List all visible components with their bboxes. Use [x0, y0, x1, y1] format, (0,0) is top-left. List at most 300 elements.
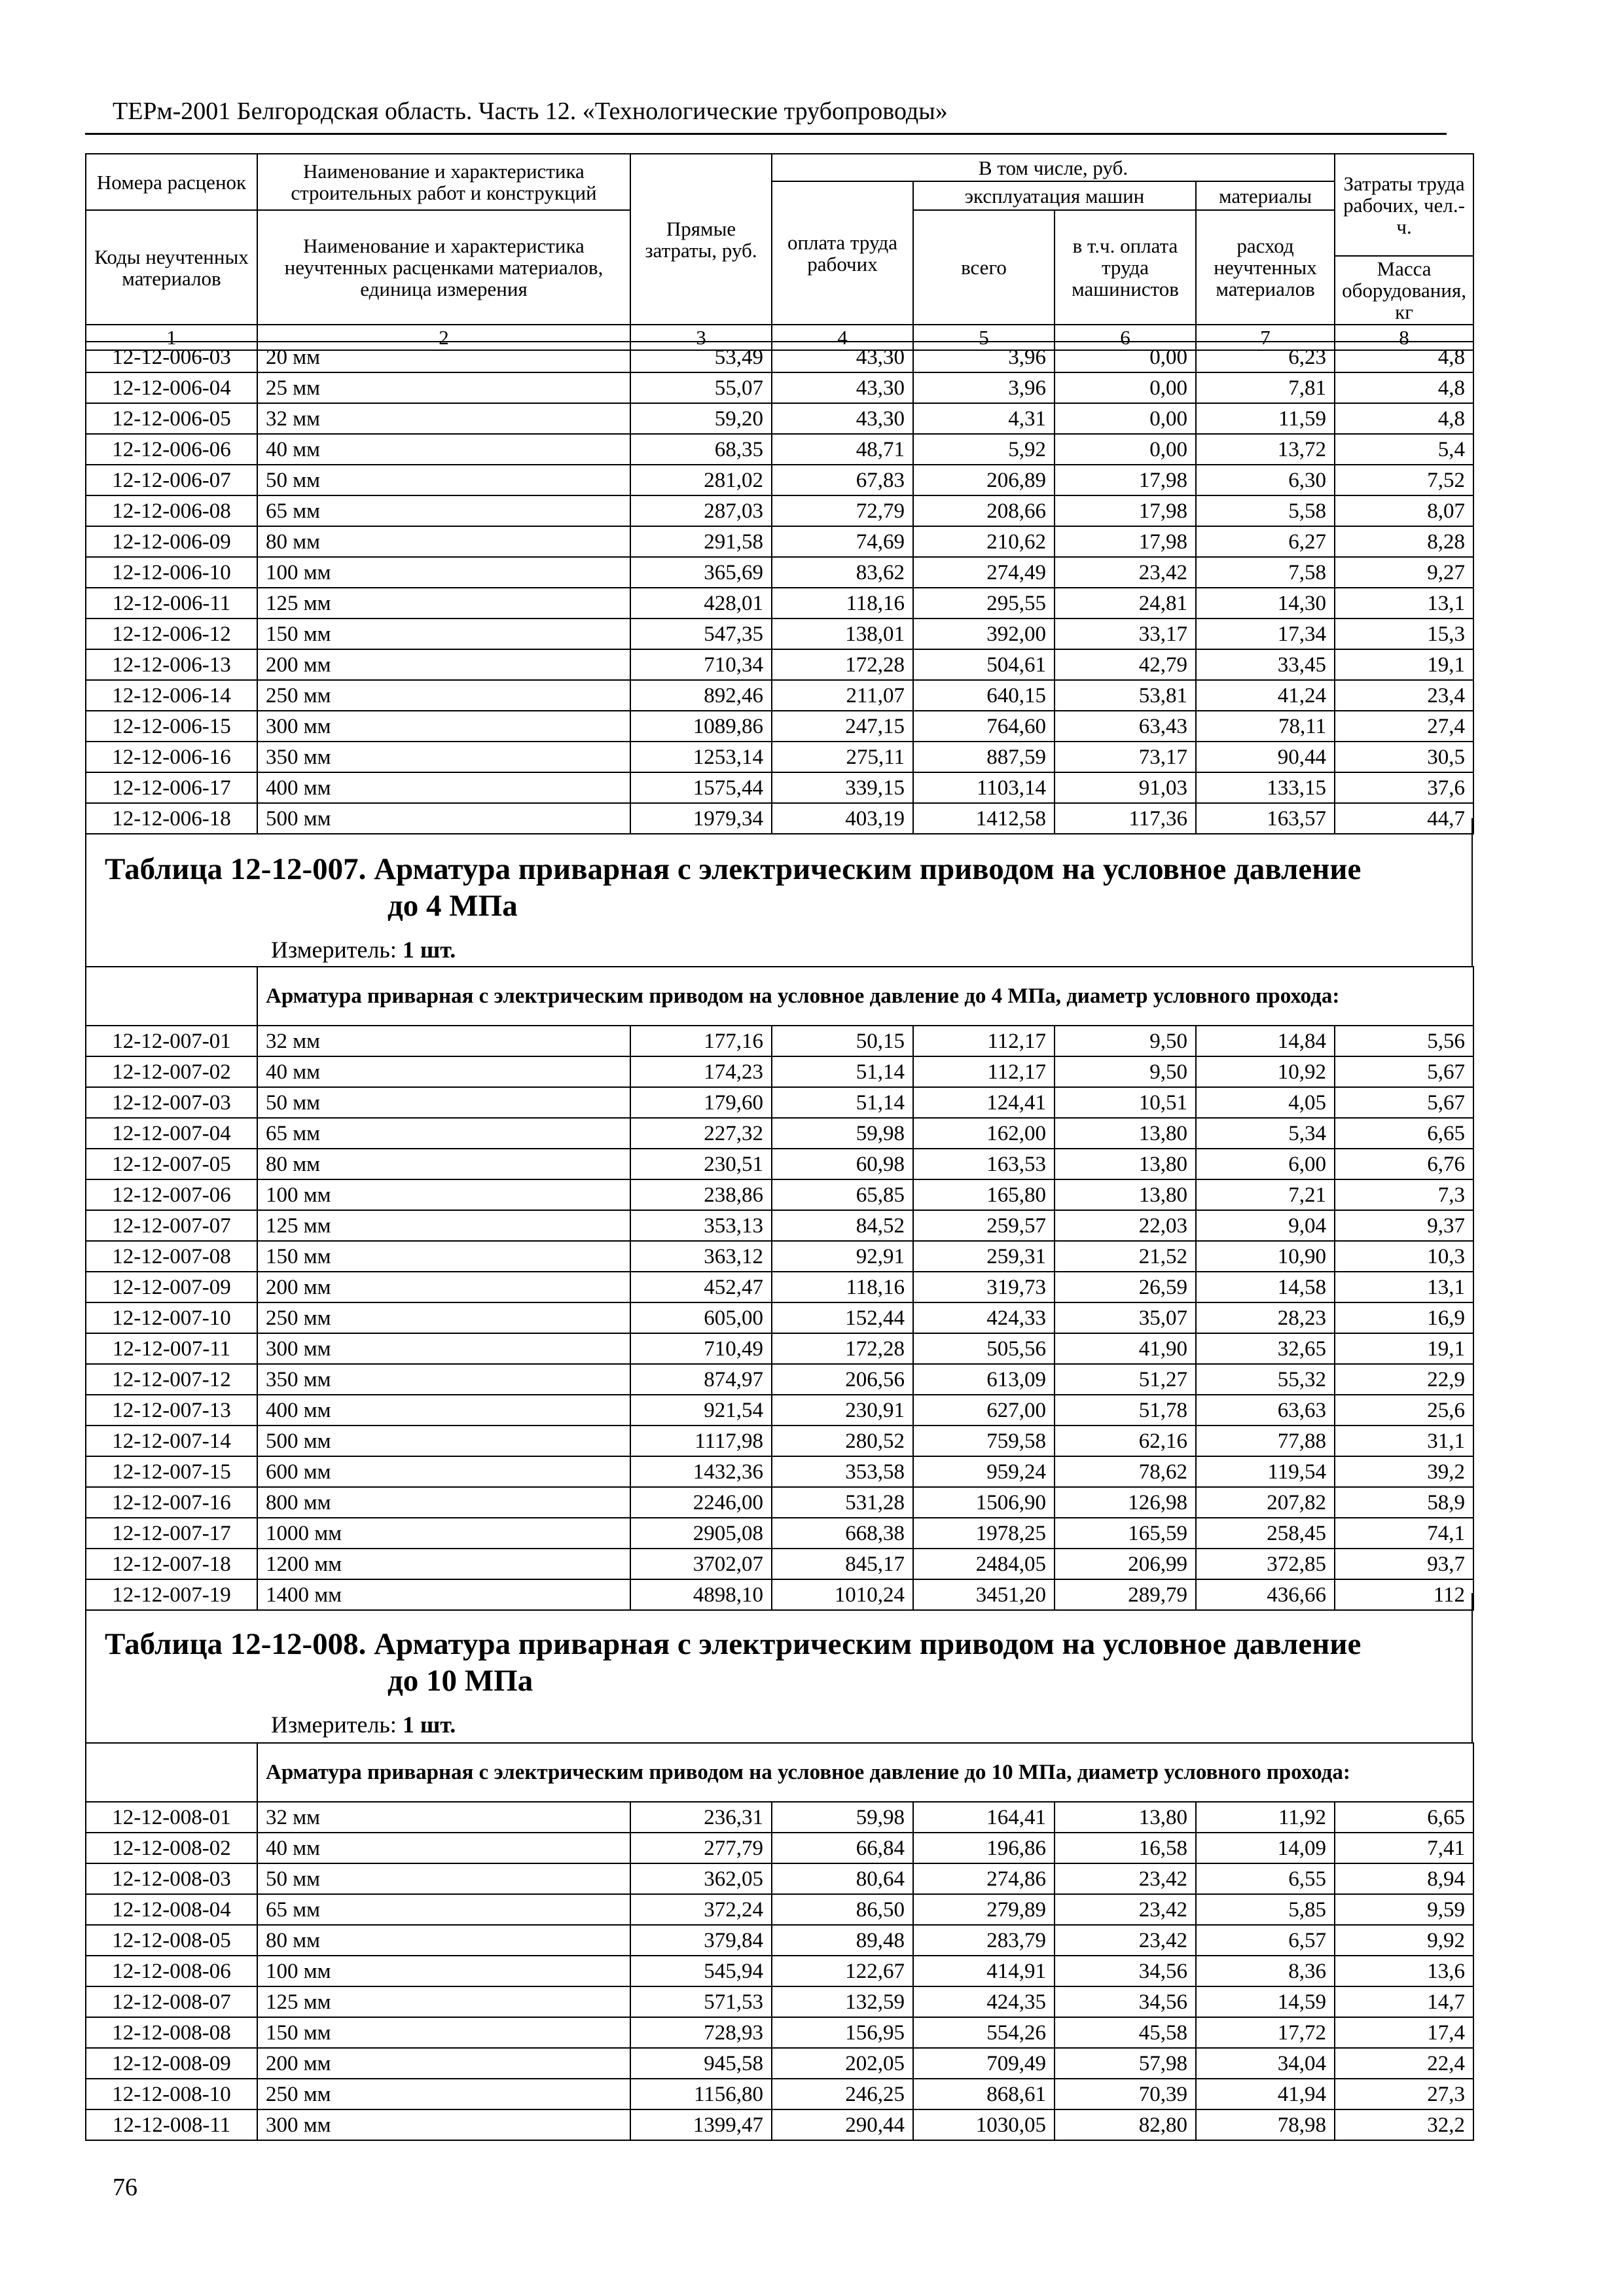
materials: 77,88	[1196, 1426, 1335, 1456]
measure-label: Измеритель:	[271, 937, 397, 963]
item-name: 300 мм	[257, 1333, 630, 1364]
operator-pay: 117,36	[1055, 803, 1196, 834]
item-name: 600 мм	[257, 1456, 630, 1487]
table-row	[86, 1333, 1473, 1364]
labor-costs: 9,37	[1335, 1210, 1473, 1241]
operator-pay: 22,03	[1055, 1210, 1196, 1241]
direct-costs: 3702,07	[630, 1549, 772, 1579]
col-header-materials: материалы	[1196, 181, 1335, 210]
col-header-work-name: Наименование и характеристика строительных работ и конструкций	[257, 154, 630, 210]
item-name: 150 мм	[257, 1241, 630, 1272]
table-subheading: Арматура приварная с электрическим приводом на условное давление до 4 МПа, диаметр условного прохода:	[257, 967, 1473, 1026]
operator-pay: 23,42	[1055, 1894, 1196, 1925]
operator-pay: 23,42	[1055, 1925, 1196, 1956]
operator-pay: 24,81	[1055, 588, 1196, 619]
item-name: 32 мм	[257, 1802, 630, 1833]
machines-total: 1030,05	[913, 2109, 1055, 2140]
materials: 14,59	[1196, 1986, 1335, 2017]
item-name: 125 мм	[257, 588, 630, 619]
materials: 372,85	[1196, 1549, 1335, 1579]
labor-costs: 8,28	[1335, 526, 1473, 557]
table-subheading-row	[86, 1743, 1473, 1802]
item-name: 250 мм	[257, 1302, 630, 1333]
worker-pay: 118,16	[772, 1272, 913, 1302]
materials: 17,72	[1196, 2017, 1335, 2048]
operator-pay: 23,42	[1055, 1863, 1196, 1894]
table-row	[86, 619, 1473, 649]
labor-costs: 22,4	[1335, 2048, 1473, 2079]
machines-total: 124,41	[913, 1087, 1055, 1118]
table-row	[86, 403, 1473, 434]
machines-total: 554,26	[913, 2017, 1055, 2048]
item-name: 125 мм	[257, 1210, 630, 1241]
direct-costs: 174,23	[630, 1056, 772, 1087]
machines-total: 1103,14	[913, 772, 1055, 803]
rate-code: 12-12-006-18	[86, 803, 257, 834]
col-header-machines-total: всего	[913, 210, 1055, 325]
machines-total: 414,91	[913, 1956, 1055, 1986]
rate-code: 12-12-008-10	[86, 2079, 257, 2109]
rate-code: 12-12-006-16	[86, 742, 257, 772]
section-title-line1: Таблица 12-12-007. Арматура приварная с электрическим приводом на условное давление	[105, 852, 1362, 886]
rate-code: 12-12-008-06	[86, 1956, 257, 1986]
labor-costs: 22,9	[1335, 1364, 1473, 1395]
table-row	[86, 1302, 1473, 1333]
machines-total: 424,33	[913, 1302, 1055, 1333]
machines-total: 259,57	[913, 1210, 1055, 1241]
item-name: 1200 мм	[257, 1549, 630, 1579]
operator-pay: 63,43	[1055, 711, 1196, 742]
worker-pay: 247,15	[772, 711, 913, 742]
labor-costs: 23,4	[1335, 680, 1473, 711]
item-name: 400 мм	[257, 772, 630, 803]
rates-table-006	[85, 341, 1474, 834]
item-name: 32 мм	[257, 403, 630, 434]
materials: 6,27	[1196, 526, 1335, 557]
materials: 41,94	[1196, 2079, 1335, 2109]
operator-pay: 17,98	[1055, 495, 1196, 526]
item-name: 100 мм	[257, 1179, 630, 1210]
rate-code: 12-12-007-15	[86, 1456, 257, 1487]
worker-pay: 59,98	[772, 1802, 913, 1833]
machines-total: 112,17	[913, 1026, 1055, 1056]
materials: 32,65	[1196, 1333, 1335, 1364]
table-row	[86, 1986, 1473, 2017]
materials: 163,57	[1196, 803, 1335, 834]
machines-total: 959,24	[913, 1456, 1055, 1487]
item-name: 65 мм	[257, 495, 630, 526]
measure-unit	[86, 936, 1471, 963]
operator-pay: 33,17	[1055, 619, 1196, 649]
labor-costs: 13,6	[1335, 1956, 1473, 1986]
direct-costs: 179,60	[630, 1087, 772, 1118]
item-name: 300 мм	[257, 2109, 630, 2140]
worker-pay: 51,14	[772, 1087, 913, 1118]
direct-costs: 1156,80	[630, 2079, 772, 2109]
operator-pay: 0,00	[1055, 342, 1196, 372]
item-name: 32 мм	[257, 1026, 630, 1056]
table-row	[86, 1549, 1473, 1579]
machines-total: 3451,20	[913, 1579, 1055, 1610]
measure-value: 1 шт.	[402, 1712, 456, 1738]
labor-costs: 17,4	[1335, 2017, 1473, 2048]
machines-total: 613,09	[913, 1364, 1055, 1395]
worker-pay: 118,16	[772, 588, 913, 619]
operator-pay: 17,98	[1055, 465, 1196, 495]
header-rule	[85, 133, 1447, 135]
col-number: 2	[257, 325, 630, 350]
col-header-labor-costs: Затраты труда рабочих, чел.-ч.	[1335, 154, 1473, 256]
rate-code: 12-12-007-09	[86, 1272, 257, 1302]
col-header-operator-pay: в т.ч. оплата труда машинистов	[1055, 210, 1196, 325]
materials: 207,82	[1196, 1487, 1335, 1518]
machines-total: 1506,90	[913, 1487, 1055, 1518]
item-name: 100 мм	[257, 557, 630, 588]
col-number: 8	[1335, 325, 1473, 350]
direct-costs: 59,20	[630, 403, 772, 434]
machines-total: 274,86	[913, 1863, 1055, 1894]
operator-pay: 23,42	[1055, 557, 1196, 588]
direct-costs: 362,05	[630, 1863, 772, 1894]
table-row	[86, 1518, 1473, 1549]
materials: 133,15	[1196, 772, 1335, 803]
machines-total: 274,49	[913, 557, 1055, 588]
section-table-008	[85, 1593, 1473, 1742]
labor-costs: 13,1	[1335, 1272, 1473, 1302]
operator-pay: 45,58	[1055, 2017, 1196, 2048]
labor-costs: 112	[1335, 1579, 1473, 1610]
rate-code: 12-12-008-11	[86, 2109, 257, 2140]
rate-code: 12-12-006-11	[86, 588, 257, 619]
rate-code: 12-12-008-03	[86, 1863, 257, 1894]
materials: 6,23	[1196, 342, 1335, 372]
table-row	[86, 772, 1473, 803]
col-number: 7	[1196, 325, 1335, 350]
direct-costs: 372,24	[630, 1894, 772, 1925]
operator-pay: 78,62	[1055, 1456, 1196, 1487]
materials: 10,90	[1196, 1241, 1335, 1272]
direct-costs: 291,58	[630, 526, 772, 557]
labor-costs: 93,7	[1335, 1549, 1473, 1579]
worker-pay: 43,30	[772, 372, 913, 403]
operator-pay: 42,79	[1055, 649, 1196, 680]
labor-costs: 74,1	[1335, 1518, 1473, 1549]
direct-costs: 230,51	[630, 1149, 772, 1179]
rate-code: 12-12-006-09	[86, 526, 257, 557]
rate-code: 12-12-007-14	[86, 1426, 257, 1456]
rate-code: 12-12-007-01	[86, 1026, 257, 1056]
item-name: 400 мм	[257, 1395, 630, 1426]
rate-code: 12-12-007-19	[86, 1579, 257, 1610]
labor-costs: 37,6	[1335, 772, 1473, 803]
worker-pay: 211,07	[772, 680, 913, 711]
worker-pay: 43,30	[772, 403, 913, 434]
col-header-rate-number: Номера расценок	[86, 154, 257, 210]
rate-code: 12-12-006-15	[86, 711, 257, 742]
col-header-equipment-mass: Масса оборудования, кг	[1335, 256, 1473, 325]
direct-costs: 710,49	[630, 1333, 772, 1364]
materials: 4,05	[1196, 1087, 1335, 1118]
item-name: 300 мм	[257, 711, 630, 742]
operator-pay: 21,52	[1055, 1241, 1196, 1272]
subheading-spacer	[86, 967, 257, 1026]
rate-code: 12-12-008-01	[86, 1802, 257, 1833]
table-row	[86, 1956, 1473, 1986]
rate-code: 12-12-006-06	[86, 434, 257, 465]
materials: 9,04	[1196, 1210, 1335, 1241]
rate-code: 12-12-007-10	[86, 1302, 257, 1333]
machines-total: 3,96	[913, 342, 1055, 372]
worker-pay: 845,17	[772, 1549, 913, 1579]
item-name: 150 мм	[257, 2017, 630, 2048]
machines-total: 504,61	[913, 649, 1055, 680]
materials: 7,81	[1196, 372, 1335, 403]
direct-costs: 1979,34	[630, 803, 772, 834]
labor-costs: 27,4	[1335, 711, 1473, 742]
measure-unit	[86, 1711, 1471, 1738]
materials: 17,34	[1196, 619, 1335, 649]
operator-pay: 57,98	[1055, 2048, 1196, 2079]
table-row	[86, 2048, 1473, 2079]
item-name: 100 мм	[257, 1956, 630, 1986]
table-row	[86, 711, 1473, 742]
rate-code: 12-12-007-02	[86, 1056, 257, 1087]
section-title	[86, 851, 1471, 924]
rate-code: 12-12-008-04	[86, 1894, 257, 1925]
measure-label: Измеритель:	[271, 1712, 397, 1738]
machines-total: 640,15	[913, 680, 1055, 711]
materials: 436,66	[1196, 1579, 1335, 1610]
labor-costs: 19,1	[1335, 649, 1473, 680]
labor-costs: 15,3	[1335, 619, 1473, 649]
operator-pay: 26,59	[1055, 1272, 1196, 1302]
table-row	[86, 1364, 1473, 1395]
section-title-line1: Таблица 12-12-008. Арматура приварная с электрическим приводом на условное давление	[105, 1627, 1362, 1661]
rate-code: 12-12-006-13	[86, 649, 257, 680]
materials: 14,58	[1196, 1272, 1335, 1302]
operator-pay: 53,81	[1055, 680, 1196, 711]
operator-pay: 126,98	[1055, 1487, 1196, 1518]
section-table-007	[85, 818, 1473, 966]
worker-pay: 48,71	[772, 434, 913, 465]
materials: 10,92	[1196, 1056, 1335, 1087]
direct-costs: 874,97	[630, 1364, 772, 1395]
table-row	[86, 372, 1473, 403]
direct-costs: 53,49	[630, 342, 772, 372]
machines-total: 196,86	[913, 1833, 1055, 1863]
worker-pay: 72,79	[772, 495, 913, 526]
rate-code: 12-12-006-17	[86, 772, 257, 803]
direct-costs: 277,79	[630, 1833, 772, 1863]
machines-total: 764,60	[913, 711, 1055, 742]
labor-costs: 6,65	[1335, 1118, 1473, 1149]
labor-costs: 7,3	[1335, 1179, 1473, 1210]
page-number: 76	[113, 2174, 137, 2201]
worker-pay: 86,50	[772, 1894, 913, 1925]
worker-pay: 275,11	[772, 742, 913, 772]
machines-total: 392,00	[913, 619, 1055, 649]
table-row	[86, 526, 1473, 557]
machines-total: 279,89	[913, 1894, 1055, 1925]
labor-costs: 8,07	[1335, 495, 1473, 526]
materials: 11,59	[1196, 403, 1335, 434]
materials: 63,63	[1196, 1395, 1335, 1426]
col-number: 4	[772, 325, 913, 350]
labor-costs: 4,8	[1335, 372, 1473, 403]
item-name: 500 мм	[257, 803, 630, 834]
worker-pay: 280,52	[772, 1426, 913, 1456]
rate-code: 12-12-007-17	[86, 1518, 257, 1549]
item-name: 65 мм	[257, 1894, 630, 1925]
table-row	[86, 1026, 1473, 1056]
rate-code: 12-12-007-06	[86, 1179, 257, 1210]
materials: 6,30	[1196, 465, 1335, 495]
worker-pay: 531,28	[772, 1487, 913, 1518]
operator-pay: 13,80	[1055, 1118, 1196, 1149]
rate-code: 12-12-007-07	[86, 1210, 257, 1241]
direct-costs: 2246,00	[630, 1487, 772, 1518]
operator-pay: 17,98	[1055, 526, 1196, 557]
operator-pay: 73,17	[1055, 742, 1196, 772]
rate-code: 12-12-006-14	[86, 680, 257, 711]
rate-code: 12-12-008-07	[86, 1986, 257, 2017]
table-row	[86, 2109, 1473, 2140]
labor-costs: 31,1	[1335, 1426, 1473, 1456]
machines-total: 505,56	[913, 1333, 1055, 1364]
worker-pay: 74,69	[772, 526, 913, 557]
materials: 8,36	[1196, 1956, 1335, 1986]
labor-costs: 6,76	[1335, 1149, 1473, 1179]
item-name: 250 мм	[257, 2079, 630, 2109]
item-name: 50 мм	[257, 1863, 630, 1894]
item-name: 40 мм	[257, 1833, 630, 1863]
worker-pay: 1010,24	[772, 1579, 913, 1610]
table-row	[86, 1426, 1473, 1456]
worker-pay: 246,25	[772, 2079, 913, 2109]
rate-code: 12-12-006-05	[86, 403, 257, 434]
direct-costs: 68,35	[630, 434, 772, 465]
rate-code: 12-12-007-08	[86, 1241, 257, 1272]
section-title	[86, 1626, 1471, 1699]
operator-pay: 51,27	[1055, 1364, 1196, 1395]
materials: 55,32	[1196, 1364, 1335, 1395]
col-header-material-usage: расход неучтенных материалов	[1196, 210, 1335, 325]
item-name: 80 мм	[257, 526, 630, 557]
machines-total: 208,66	[913, 495, 1055, 526]
worker-pay: 84,52	[772, 1210, 913, 1241]
table-row	[86, 1802, 1473, 1833]
item-name: 25 мм	[257, 372, 630, 403]
worker-pay: 43,30	[772, 342, 913, 372]
machines-total: 112,17	[913, 1056, 1055, 1087]
machines-total: 295,55	[913, 588, 1055, 619]
materials: 11,92	[1196, 1802, 1335, 1833]
worker-pay: 138,01	[772, 619, 913, 649]
materials: 7,58	[1196, 557, 1335, 588]
materials: 6,00	[1196, 1149, 1335, 1179]
labor-costs: 6,65	[1335, 1802, 1473, 1833]
direct-costs: 945,58	[630, 2048, 772, 2079]
section-title-line2: до 4 МПа	[388, 889, 518, 923]
labor-costs: 30,5	[1335, 742, 1473, 772]
labor-costs: 39,2	[1335, 1456, 1473, 1487]
table-row	[86, 1149, 1473, 1179]
item-name: 50 мм	[257, 1087, 630, 1118]
materials: 13,72	[1196, 434, 1335, 465]
machines-total: 759,58	[913, 1426, 1055, 1456]
labor-costs: 58,9	[1335, 1487, 1473, 1518]
worker-pay: 66,84	[772, 1833, 913, 1863]
worker-pay: 172,28	[772, 1333, 913, 1364]
operator-pay: 91,03	[1055, 772, 1196, 803]
item-name: 200 мм	[257, 2048, 630, 2079]
worker-pay: 353,58	[772, 1456, 913, 1487]
direct-costs: 605,00	[630, 1302, 772, 1333]
rate-code: 12-12-007-11	[86, 1333, 257, 1364]
direct-costs: 236,31	[630, 1802, 772, 1833]
direct-costs: 571,53	[630, 1986, 772, 2017]
materials: 258,45	[1196, 1518, 1335, 1549]
item-name: 250 мм	[257, 680, 630, 711]
materials: 14,09	[1196, 1833, 1335, 1863]
worker-pay: 50,15	[772, 1026, 913, 1056]
worker-pay: 290,44	[772, 2109, 913, 2140]
operator-pay: 10,51	[1055, 1087, 1196, 1118]
worker-pay: 206,56	[772, 1364, 913, 1395]
machines-total: 3,96	[913, 372, 1055, 403]
rate-code: 12-12-007-03	[86, 1087, 257, 1118]
labor-costs: 16,9	[1335, 1302, 1473, 1333]
materials: 14,84	[1196, 1026, 1335, 1056]
direct-costs: 379,84	[630, 1925, 772, 1956]
materials: 34,04	[1196, 2048, 1335, 2079]
rate-code: 12-12-006-10	[86, 557, 257, 588]
labor-costs: 9,92	[1335, 1925, 1473, 1956]
table-row	[86, 1087, 1473, 1118]
machines-total: 424,35	[913, 1986, 1055, 2017]
item-name: 40 мм	[257, 434, 630, 465]
materials: 6,57	[1196, 1925, 1335, 1956]
col-header-including: В том числе, руб.	[772, 154, 1335, 181]
col-header-material-name: Наименование и характеристика неучтенных расценками материалов, единица измерения	[257, 210, 630, 325]
rate-code: 12-12-007-12	[86, 1364, 257, 1395]
rate-code: 12-12-006-07	[86, 465, 257, 495]
table-row	[86, 1894, 1473, 1925]
table-row	[86, 742, 1473, 772]
worker-pay: 403,19	[772, 803, 913, 834]
direct-costs: 428,01	[630, 588, 772, 619]
worker-pay: 122,67	[772, 1956, 913, 1986]
col-header-direct-costs: Прямые затраты, руб.	[630, 154, 772, 325]
labor-costs: 4,8	[1335, 342, 1473, 372]
direct-costs: 1399,47	[630, 2109, 772, 2140]
operator-pay: 35,07	[1055, 1302, 1196, 1333]
operator-pay: 289,79	[1055, 1579, 1196, 1610]
section-title-line2: до 10 МПа	[388, 1664, 533, 1698]
worker-pay: 51,14	[772, 1056, 913, 1087]
page-header: ТЕРм-2001 Белгородская область. Часть 12. «Технологические трубопроводы»	[113, 98, 948, 125]
machines-total: 868,61	[913, 2079, 1055, 2109]
col-number: 1	[86, 325, 257, 350]
worker-pay: 202,05	[772, 2048, 913, 2079]
machines-total: 210,62	[913, 526, 1055, 557]
worker-pay: 172,28	[772, 649, 913, 680]
direct-costs: 281,02	[630, 465, 772, 495]
worker-pay: 230,91	[772, 1395, 913, 1426]
machines-total: 709,49	[913, 2048, 1055, 2079]
machines-total: 887,59	[913, 742, 1055, 772]
worker-pay: 59,98	[772, 1118, 913, 1149]
